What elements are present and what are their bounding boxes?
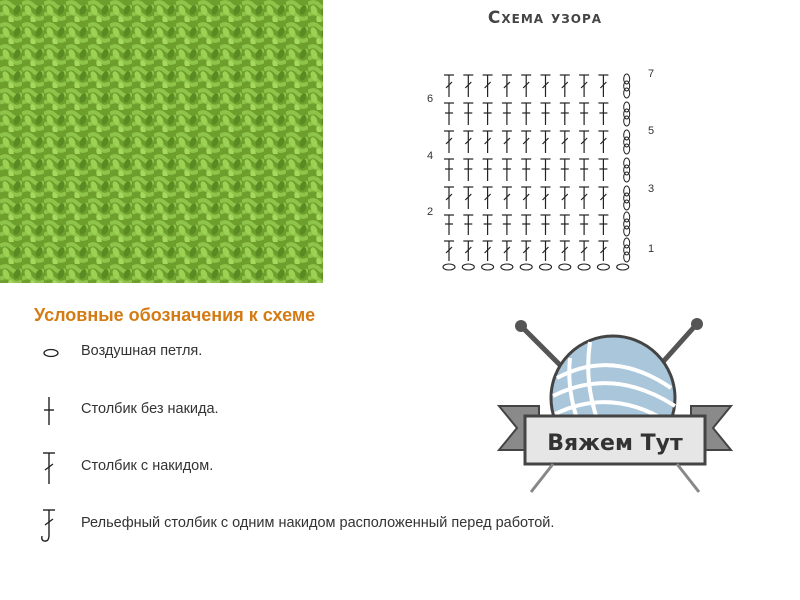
chain-stitch-icon [30, 333, 66, 373]
legend-title: Условные обозначения к схеме [34, 305, 316, 325]
scheme-turning-chain [624, 74, 630, 84]
front-post-double-crochet-icon [30, 505, 66, 545]
legend-label-chain: Воздушная петля. [81, 343, 203, 359]
vyazhem-tut-logo [495, 318, 735, 498]
legend-label-double-crochet: Столбик с накидом. [81, 458, 214, 474]
scheme-turning-chain [624, 102, 630, 112]
scheme-chain-stitch [443, 264, 455, 270]
scheme-turning-chain [624, 158, 630, 168]
scheme-turning-chain [624, 212, 630, 222]
knitted-fabric-photo [0, 0, 323, 283]
scheme-chain-stitch [482, 264, 494, 270]
row-number-7: 7 [648, 68, 655, 80]
double-crochet-icon [30, 448, 66, 488]
scheme-chain-stitch [540, 264, 552, 270]
row-number-5: 5 [648, 125, 655, 137]
scheme-chain-stitch [578, 264, 590, 270]
row-number-4: 4 [427, 150, 434, 162]
logo-text: Вяжем Тут [547, 431, 683, 456]
scheme-turning-chain [624, 238, 630, 248]
row-number-3: 3 [648, 183, 655, 195]
scheme-chain-stitch [597, 264, 609, 270]
scheme-turning-chain [624, 130, 630, 140]
scheme-chain-stitch [501, 264, 513, 270]
single-crochet-icon [30, 391, 66, 431]
row-number-1: 1 [648, 243, 655, 255]
legend-label-front-post: Рельефный столбик с одним накидом расположенный перед работой. [81, 515, 555, 531]
row-number-6: 6 [427, 93, 434, 105]
row-number-2: 2 [427, 206, 434, 218]
scheme-chain-stitch [559, 264, 571, 270]
crochet-scheme [415, 45, 665, 275]
scheme-chain-stitch [520, 264, 532, 270]
scheme-chain-stitch [617, 264, 629, 270]
scheme-title: Схема узора [487, 8, 603, 28]
scheme-chain-stitch [462, 264, 474, 270]
legend-label-single-crochet: Столбик без накида. [81, 401, 219, 417]
legend-item-front-post [30, 505, 650, 545]
scheme-turning-chain [624, 186, 630, 196]
